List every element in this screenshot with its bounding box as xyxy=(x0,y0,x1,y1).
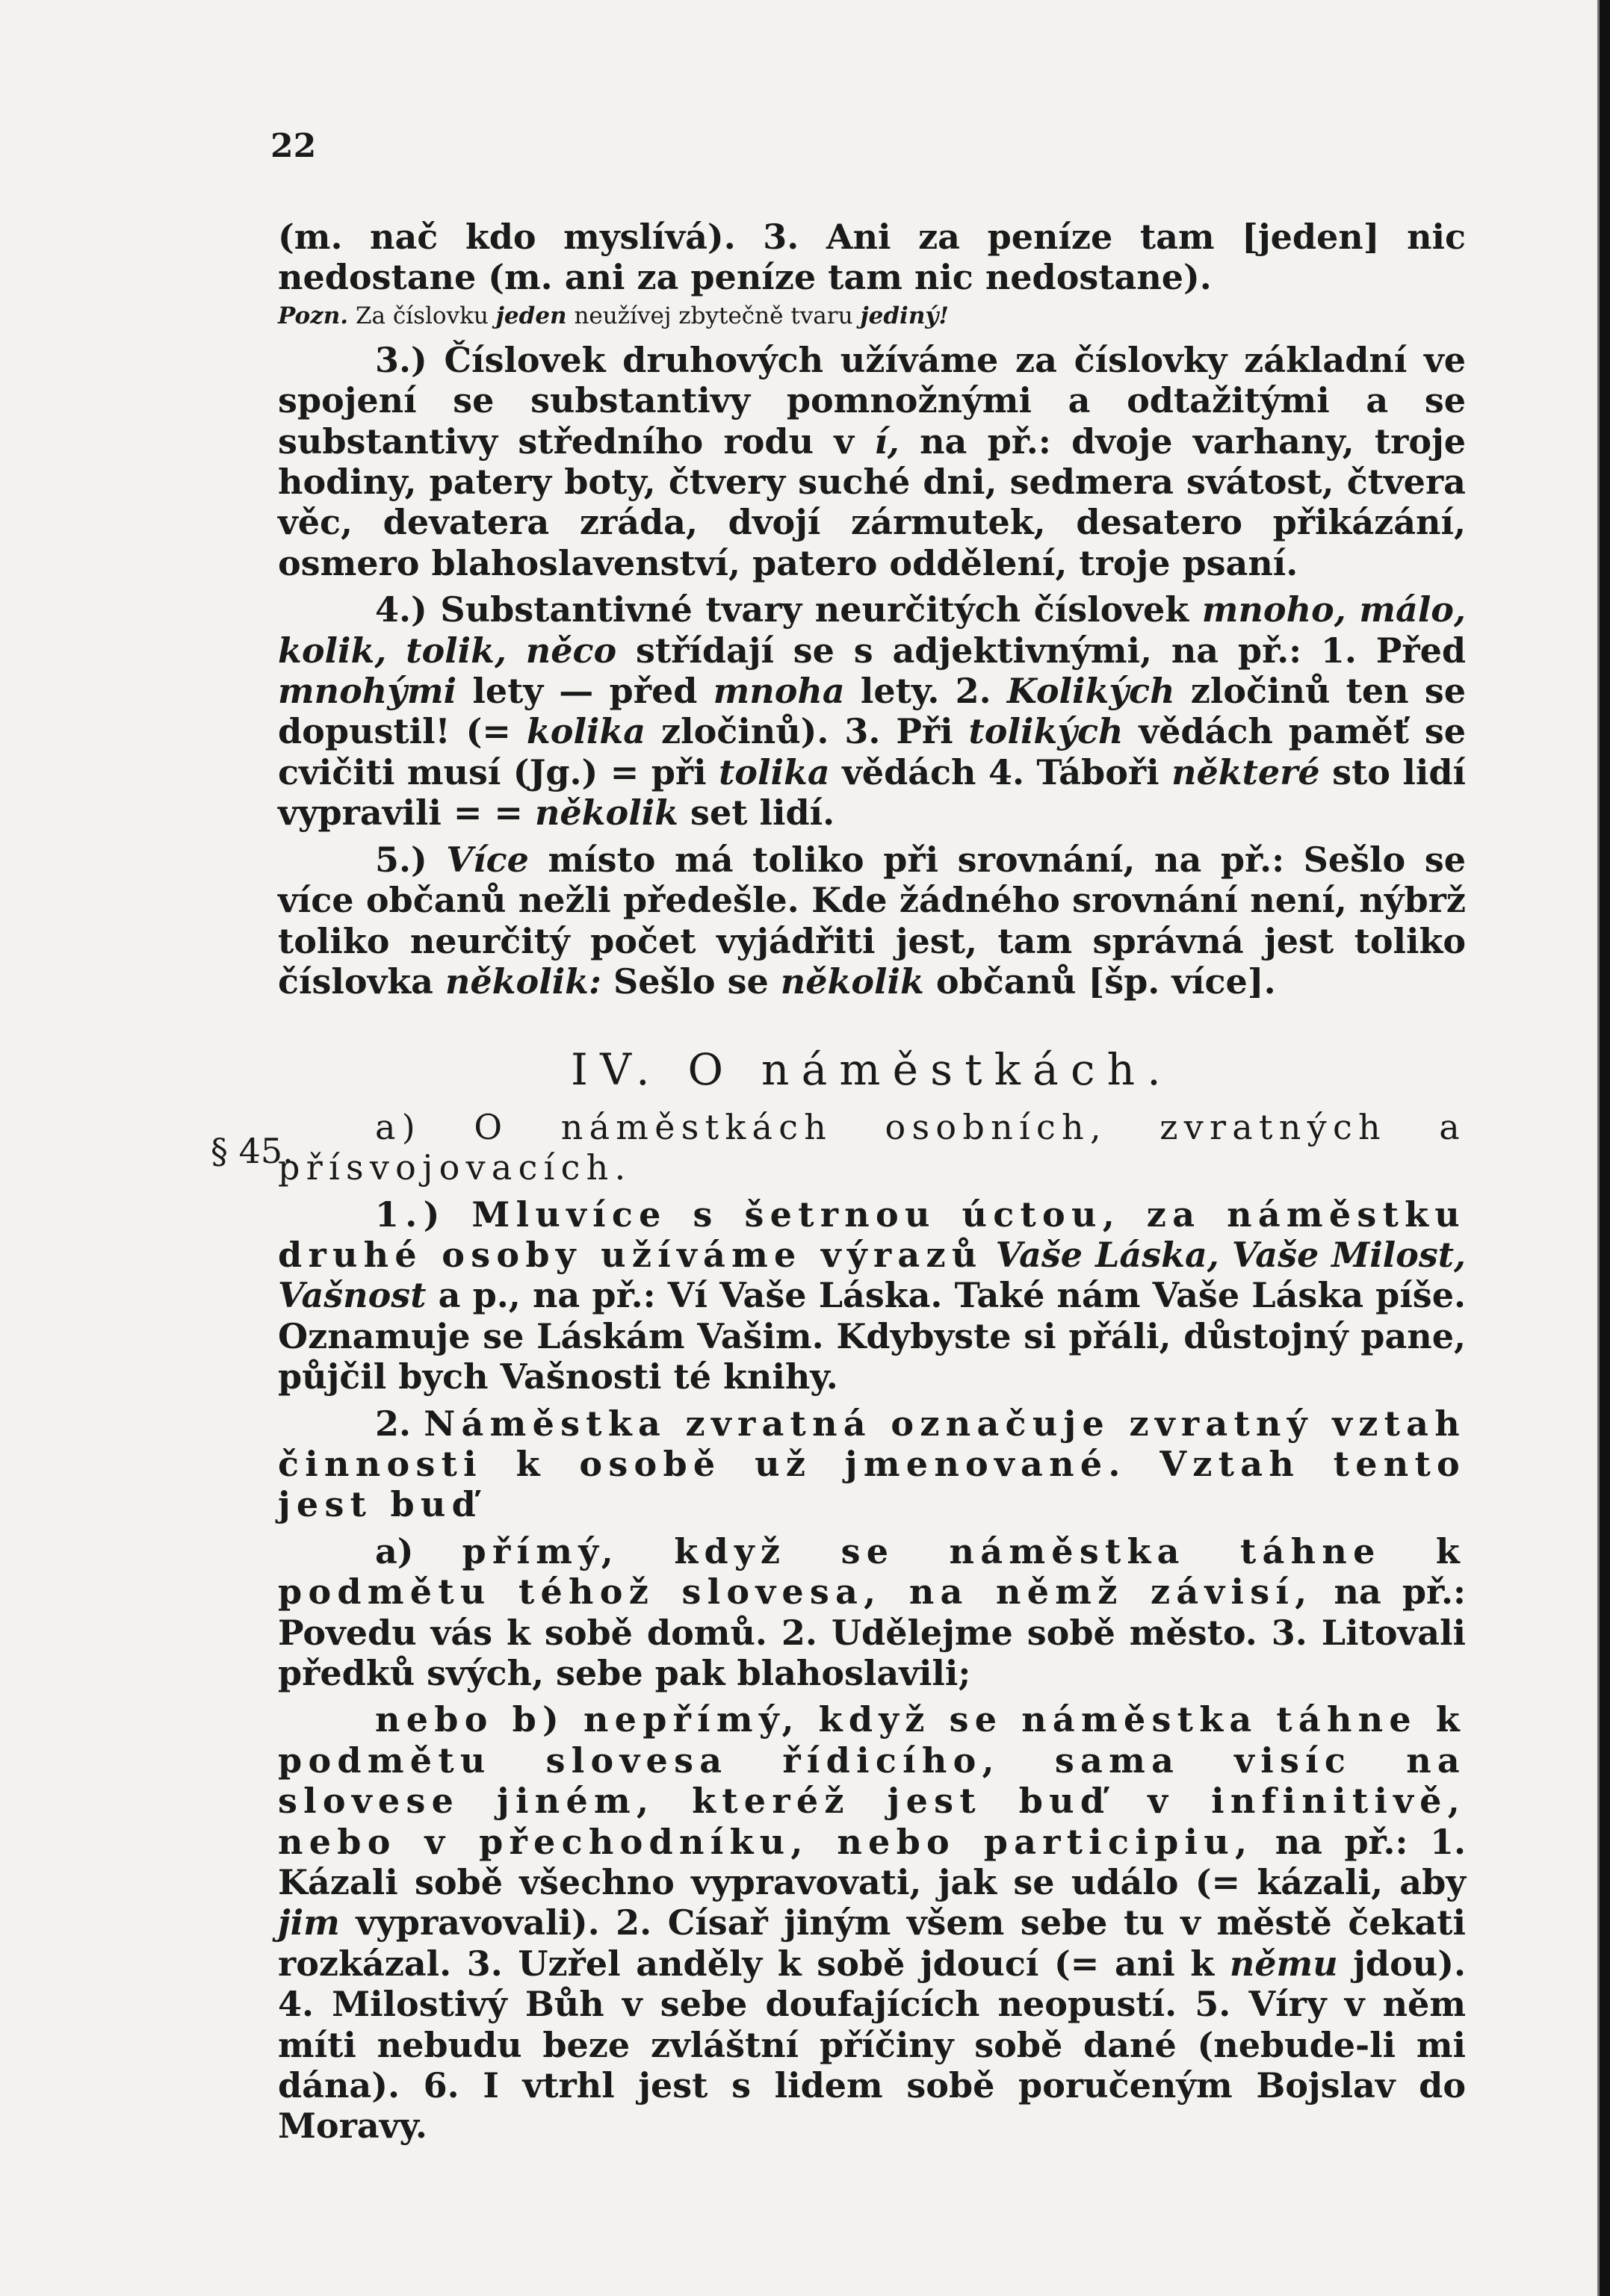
page-number: 22 xyxy=(270,127,317,165)
paragraph-section-45: a) O náměstkách osobních, zvratných a přísvojovacích. xyxy=(278,1106,1466,1188)
paragraph-indirect: nebo b) nepřímý, když se náměstka táhne k podmětu slovesa řídicího, sama visíc na slovese jiném, kteréž jest buď v infinitivě, nebo v přechodníku, nebo participiu, na př.: 1. Kázali sobě všechno vypravovati, jak se událo (= kázali, aby jim vypravovali). 2. Císař jiným všem sebe tu v městě čekati rozkázal. 3. Uzřel anděly k sobě jdoucí (= ani k němu jdou). 4. Milostivý Bůh v sebe doufajících neopustí. 5. Víry v něm míti nebudu beze zvláštní příčiny sobě dané (nebude-li mi dána). 6. I vtrhl jest s lidem sobě poručeným Bojslav do Moravy. xyxy=(278,1699,1466,2147)
paragraph-continuation: (m. nač kdo myslívá). 3. Ani za peníze tam [jeden] nic nedostane (m. ani za peníze tam nic nedostane). xyxy=(278,217,1466,298)
paragraph-3: 3.) Číslovek druhových užíváme za číslovky základní ve spojení se substantivy pomnožnými a odtažitými a se substantivy středního rodu v í, na př.: dvoje varhany, troje hodiny, patery boty, čtvery suché dni, sedmera svátost, čtvera věc, devatera zráda, dvojí zármutek, desatero přikázání, osmero blahoslavenství, patero oddělení, troje psaní. xyxy=(278,339,1466,583)
paragraph-honorific: 1.) Mluvíce s šetrnou úctou, za náměstku druhé osoby užíváme výrazů Vaše Láska, Vaše Milost, Vašnost a p., na př.: Ví Vaše Láska. Také nám Vaše Láska píše. Oznamuje se Láskám Vašim. Kdybyste si přáli, důstojný pane, půjčil bych Vašnosti té knihy. xyxy=(278,1194,1466,1397)
paragraph-direct: a) přímý, když se náměstka táhne k podmětu téhož slovesa, na němž závisí, na př.: Povedu vás k sobě domů. 2. Udělejme sobě město. 3. Litovali předků svých, sebe pak blahoslavili; xyxy=(278,1530,1466,1693)
page-edge-border xyxy=(1600,0,1610,2296)
paragraph-5: 5.) Více místo má toliko při srovnání, na př.: Sešlo se více občanů nežli předešle. Kde žádného srovnání není, nýbrž toliko neurčitý počet vyjádřiti jest, tam správná jest toliko číslovka několik: Sešlo se několik občanů [šp. více]. xyxy=(278,839,1466,1002)
chapter-heading: IV. O náměstkách. xyxy=(571,1044,1173,1096)
note: Pozn. Za číslovku jeden neužívej zbytečně tvaru jediný! xyxy=(278,302,949,329)
paragraph-reflexive: 2. Náměstka zvratná označuje zvratný vztah činnosti k osobě už jmenované. Vztah tento jest buď xyxy=(278,1403,1466,1525)
section-number: § 45. xyxy=(211,1131,294,1171)
note-label: Pozn. xyxy=(278,302,349,329)
text-column xyxy=(278,217,1466,2147)
paragraph-4: 4.) Substantivné tvary neurčitých číslovek mnoho, málo, kolik, tolik, něco střídají se s adjektivnými, na př.: 1. Před mnohými lety — před mnoha lety. 2. Kolikých zločinů ten se dopustil! (= kolika zločinů). 3. Při tolikých vědách paměť se cvičiti musí (Jg.) = při tolika vědách 4. Táboři některé sto lidí vypravili = = několik set lidí. xyxy=(278,589,1466,834)
